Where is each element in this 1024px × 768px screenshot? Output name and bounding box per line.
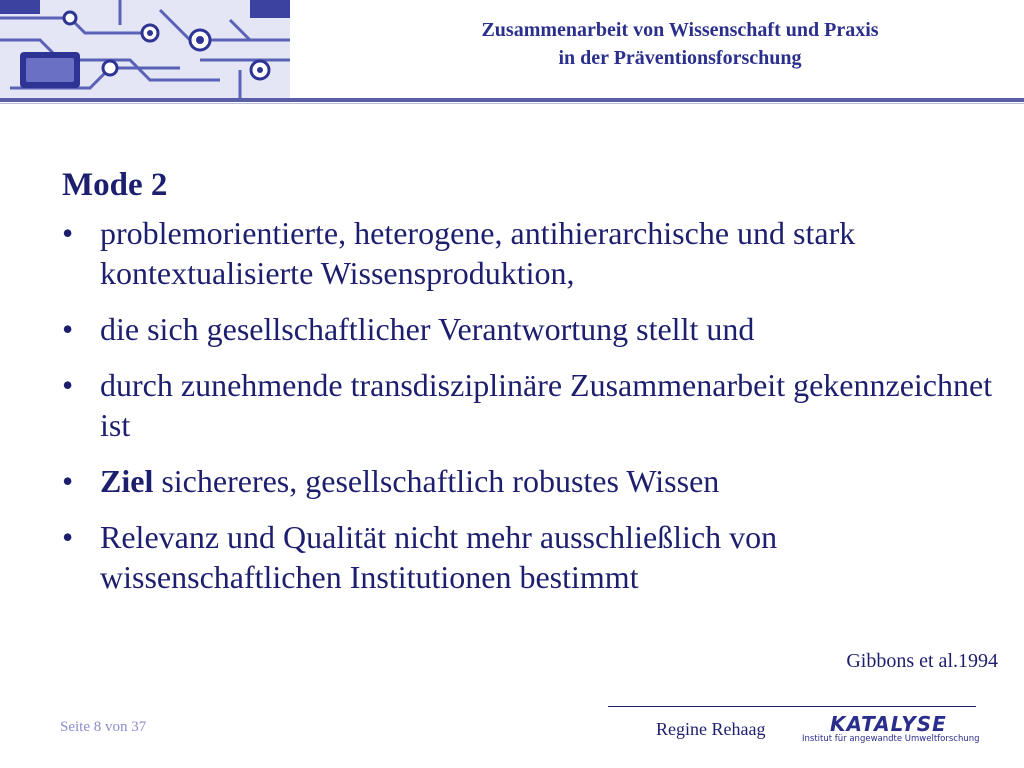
bullet-text: die sich gesellschaftlicher Verantwortung stellt und xyxy=(100,311,755,347)
slide-title xyxy=(360,16,1000,72)
bullet-item xyxy=(62,517,1002,597)
slide-content xyxy=(62,163,1002,613)
bullet-item xyxy=(62,365,1002,445)
bullet-item xyxy=(62,461,1002,501)
bullet-text: Relevanz und Qualität nicht mehr ausschließlich von wissenschaftlichen Institutionen bestimmt xyxy=(100,519,778,595)
header-divider xyxy=(0,98,1024,102)
bullet-text: problemorientierte, heterogene, antihierarchische und stark kontextualisierte Wissensproduktion, xyxy=(100,215,856,291)
bullet-text: sichereres, gesellschaftlich robustes Wissen xyxy=(153,463,720,499)
brand-name: KATALYSE xyxy=(830,712,947,736)
bullet-item xyxy=(62,309,1002,349)
bullet-icon: • xyxy=(62,311,74,347)
brand-tagline: Institut für angewandte Umweltforschung xyxy=(802,734,980,744)
footer-divider xyxy=(608,706,976,707)
bullet-icon: • xyxy=(62,519,74,555)
section-heading: Mode 2 xyxy=(62,167,168,203)
bullet-icon: • xyxy=(62,367,74,403)
citation: Gibbons et al.1994 xyxy=(846,650,998,672)
slide-title-line2: in der Präventionsforschung xyxy=(558,47,802,69)
bullet-bold-label: Ziel xyxy=(100,463,154,499)
bullet-icon: • xyxy=(62,215,74,251)
bullet-text: durch zunehmende transdisziplinäre Zusammenarbeit gekennzeichnet ist xyxy=(100,367,993,443)
bullet-item xyxy=(62,213,1002,293)
slide-title-line1: Zusammenarbeit von Wissenschaft und Praxis xyxy=(481,19,879,41)
page-number: Seite 8 von 37 xyxy=(60,719,147,735)
katalyse-logo xyxy=(802,712,980,748)
author-name: Regine Rehaag xyxy=(656,719,766,739)
bullet-list xyxy=(62,213,1002,597)
bullet-icon: • xyxy=(62,463,74,499)
header-divider-thin xyxy=(0,103,1024,104)
circuit-board-image xyxy=(0,0,290,98)
